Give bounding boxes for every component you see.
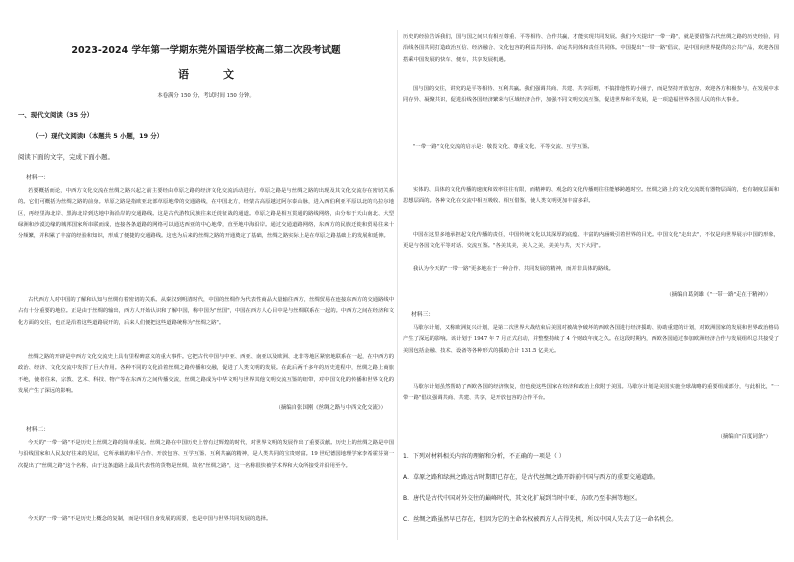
material-3-paragraph-1: 马歇尔计划，又称欧洲复兴计划，是第二次世界大战结束后美国对被战争破坏的西欧各国进行经济援助、协助重建的计划，对欧洲国家的发展和世界政治格局产生了深远的影响。该计划于 1947 年 7 月正式启动，并整整持续了 4 个财政年度之久。在这段时期内，西欧各国通过参加欧洲经济合作与发展组织总共接受了美国包括金融、技术、设备等各种形式的援助合计 131.5 亿美元。: [403, 325, 779, 354]
material-3-source: （摘编自"百度词条"）: [717, 434, 771, 440]
question-1-option-c: C．丝绸之路虽然早已存在，但因为它的主命名权被西方人占得先机，所以中国人失去了这一命名机会。: [403, 516, 678, 523]
material-2-paragraph-7: 中国在这里多地承担起文化传播的责任，中国传统文化以其深厚的底蕴、丰富的内涵吸引着世界的目光。中国文化"走出去"，不仅是向世界展示中国的形象，更是与各国文化平等对话、交流互鉴。"各美其美，美人之美，美美与共，天下大同"。: [403, 232, 779, 250]
right-column: [403, 0, 779, 562]
material-1-label: 材料一：: [26, 175, 50, 181]
material-3-label: 材料三：: [411, 312, 435, 318]
material-1-source: （摘编自张国刚《丝绸之路与中西文化交流》）: [275, 405, 386, 411]
material-2-paragraph-4: 国与国的交往，讲究的是平等相待、互利共赢。我们强调共商、共建、共享原则，不搞排他性的小圈子，而是坚持开放包容，欢迎各方积极参与，在发展中求同存异、凝聚共识，促进沿线各国经济繁荣与区域经济合作，加强不同文明交流互鉴，促进世界和平发展，是一项造福世界各国人民的伟大事业。: [403, 86, 779, 104]
exam-title: 2023-2024 学年第一学期东莞外国语学校高二第二次段考试题: [71, 45, 341, 56]
material-2-label: 材料二：: [26, 427, 50, 433]
score-note: 本卷满分 150 分，考试时间 150 分钟。: [157, 93, 255, 99]
section-heading: 一、现代文阅读（35 分）: [18, 111, 94, 119]
question-1-option-a: A．草原之路和绿洲之路远古时期即已存在，是古代丝绸之路开辟前中国与西方的重要交通道路。: [403, 474, 660, 481]
material-2-paragraph-6: 实体的、具体的文化传播的速度和效率往往有限，而精神的、观念的文化传播则往往能够跨越时空。丝绸之路上的文化交流既有器物层面的，也有制度层面和思想层面的。各种文化在交流中相互吸收、相互借鉴，使人类文明更加丰富多彩。: [403, 187, 779, 205]
material-2-paragraph-5: "一带一路"文化交流的启示是：敬畏文化、尊重文化、平等交流、互学互鉴。: [413, 144, 593, 150]
left-column: [18, 0, 394, 562]
question-1-stem: 1．下列对材料相关内容的理解和分析，不正确的一项是（ ）: [403, 453, 565, 460]
material-2-paragraph-8: 我认为今天的"一带一路"更多地在于一种合作、共同发展的精神，而并非具体的路线。: [413, 266, 614, 272]
material-3-paragraph-2: 马歇尔计划虽然帮助了西欧各国的经济恢复，但也使这些国家在经济和政治上依附于美国。马歇尔计划是美国实施全球战略的重要组成部分，与此相比，"一带一路"倡议强调共商、共建、共享，是开放包容的合作平台。: [403, 384, 779, 402]
question-1-option-b: B．唐代是古代中国对外交往的巅峰时代，其文化扩展到当时中亚、东欧乃至非洲等地区。: [403, 495, 642, 502]
material-2-paragraph-1: 今天的"一带一路"不是历史上丝绸之路的简单重复。丝绸之路在中国历史上曾有过辉煌的时代，对世界文明的发展作出了重要贡献。历史上的丝绸之路是中国与沿线国家和人民友好往来的见证，它所承载的和平合作、开放包容、互学互鉴、互利共赢的精神，是人类共同的宝贵财富。19 世纪德国地理学家李希霍芬第一次提出了"丝绸之路"这个名称，由于这条道路上最具代表性的货物是丝绸，故名"丝绸之路"，这一名称很快被学术界和大众所接受并沿用至今。: [18, 440, 394, 469]
subject-title: 语文: [178, 68, 268, 81]
column-divider: [397, 30, 398, 540]
material-2-source: （摘编自葛剑雄《"一带一路"走在于精神》）: [666, 292, 771, 298]
material-1-paragraph-2: 古代西方人对中国的了解和认知与丝绸有着密切的关系。从秦汉到明清时代，中国的丝绸作为代表性商品大量输往西方，丝绸贸易在连接东西方的交通路线中占有十分重要的地位。正是由于丝绸的输出，西方人开始认识和了解中国，称中国为"丝国"，中国在西方人心目中是与丝绸联系在一起的。中西方之间在经济和文化方面的交往，也正是沿着这些道路展开的，后来人们便把这些道路统称为"丝绸之路"。: [18, 297, 394, 326]
material-2-paragraph-3: 历史的经验告诉我们，国与国之间只有相互尊重、平等相待、合作共赢，才能实现共同发展。我们今天提出"一带一路"，就是要借鉴古代丝绸之路的历史经验，同沿线各国共同打造政治互信、经济融合、文化包容的利益共同体、命运共同体和责任共同体。中国提出"一带一路"倡议，是中国向世界提供的公共产品，欢迎各国搭乘中国发展的快车、便车，共享发展机遇。: [403, 34, 779, 63]
material-1-paragraph-3: 丝绸之路的开辟是中西方文化交流史上具有里程碑意义的重大事件。它把古代中国与中亚、西亚、南亚以及欧洲、北非等地区紧密地联系在一起，在中西方的政治、经济、文化交流中发挥了巨大作用。各种不同的文化沿着丝绸之路传播和交融，促进了人类文明的发展。在此后两千多年的历史进程中，丝绸之路上商旅不绝，使者往来，宗教、艺术、科技、物产等在东西方之间传播交流，丝绸之路成为中华文明与世界其他文明交流互鉴的纽带，对中国文化的传播和世界文化的发展产生了深远的影响。: [18, 354, 394, 394]
material-2-paragraph-2: 今天的"一带一路"不是历史上概念的复制，而是中国自身发展的需要，也是中国与世界共同发展的选择。: [28, 516, 272, 522]
sub-section-heading: （一）现代文阅读Ⅰ（本题共 5 小题，19 分）: [32, 132, 164, 140]
material-1-paragraph-1: 若要概括而论，中西方文化交流在丝绸之路兴起之前主要经由草原之路的经济文化交流活动进行。草原之路是与丝绸之路的出现及其文化交流存在密切关系的。它们可概括为丝绸之路的前身。草原之路是指欧亚北部草原地带的交通路线，在中国北方，经蒙古高原越过阿尔泰山脉，进入西伯利亚平原以北的乌拉尔地区，再经里海北岸、黑海北岸到达地中海沿岸的交通路线。这是古代游牧民族往来迁徙征战的通道。草原之路是相互贯通的路线网络，由分布于天山南北、大型绿洲和沙漠边缘的城邦国家所串联而成，连接各条道路的网络可以通达西亚的中心地带，直至地中海沿岸。通过交通道路网络，东西方的民族迁徙和贸易往来十分频繁，并积累了丰富的经验和知识，形成了便捷的交通路线。这也为后来的丝绸之路的开通奠定了基础，丝绸之路实际上是在草原之路基础上的发展和延伸。: [18, 188, 394, 240]
reading-instruction: 阅读下面的文字，完成下面小题。: [18, 153, 114, 161]
